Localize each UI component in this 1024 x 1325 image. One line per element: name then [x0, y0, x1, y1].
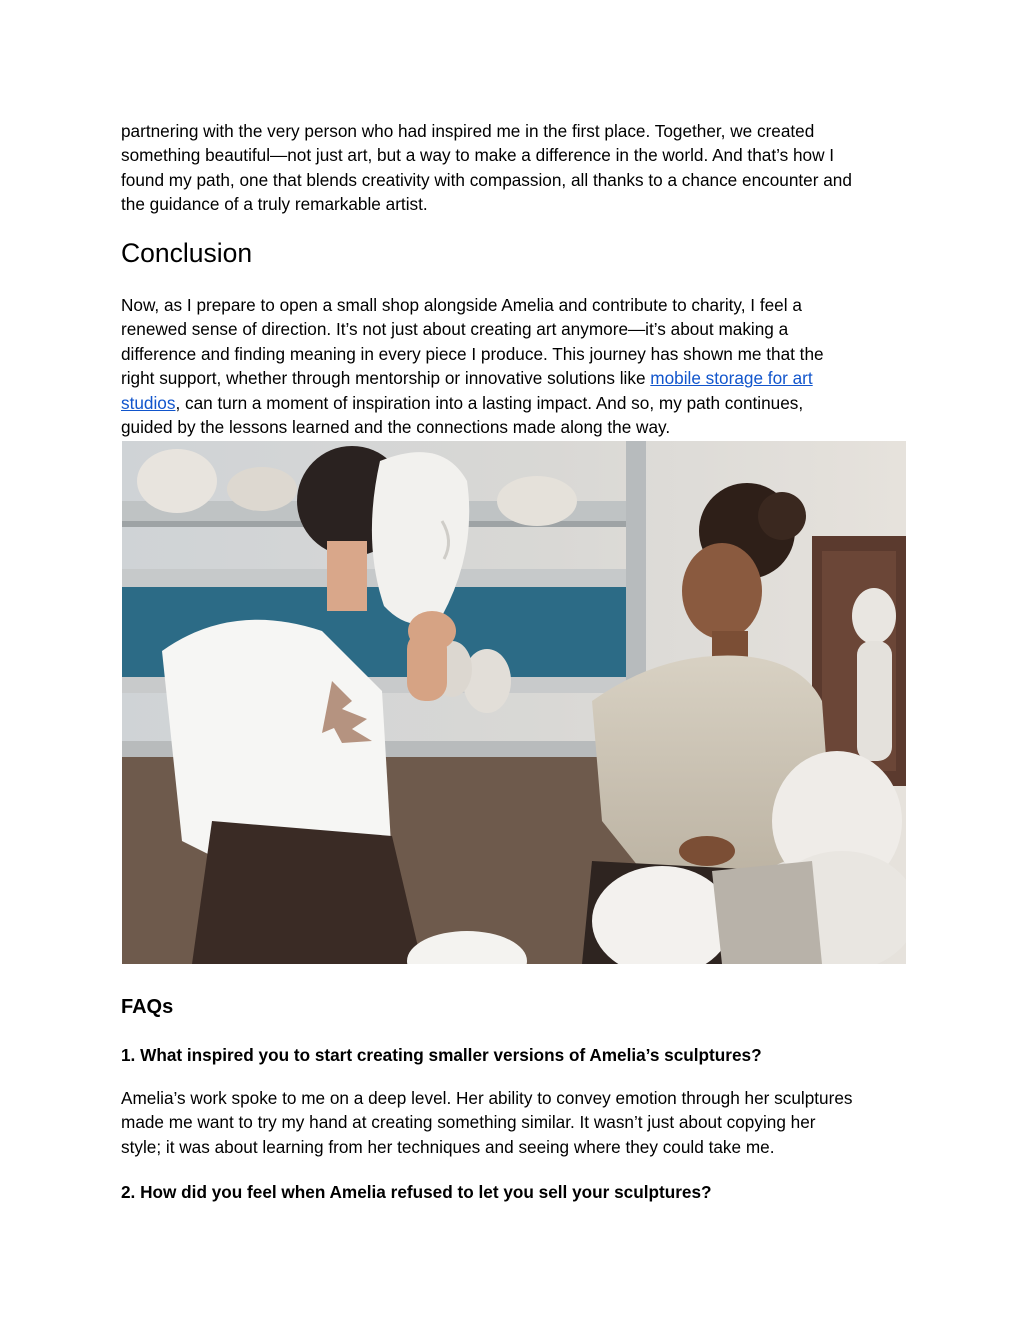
faq-answer-1: Amelia’s work spoke to me on a deep level. Her ability to convey emotion through her sculptures made me want to try my hand at creating something similar. It wasn’t just about copying her style; it was about learning from her techniques and seeing where they could take me.	[121, 1088, 853, 1157]
faq-question-1: 1. What inspired you to start creating smaller versions of Amelia’s sculptures?	[121, 1045, 762, 1065]
faq-question-2: 2. How did you feel when Amelia refused to let you sell your sculptures?	[121, 1182, 712, 1202]
conclusion-heading: Conclusion	[121, 238, 253, 268]
conclusion-text-before-link: Now, as I prepare to open a small shop alongside Amelia and contribute to charity, I feel a renewed sense of direction. It’s not just about creating art anymore—it’s about making a difference and finding meaning in every piece I produce. This journey has shown me that the right support, whether through mentorship or innovative solutions like	[121, 295, 824, 389]
studio-photo	[122, 441, 906, 964]
conclusion-paragraph	[121, 293, 921, 439]
faqs-heading: FAQs	[121, 996, 174, 1018]
intro-paragraph: partnering with the very person who had inspired me in the first place. Together, we created something beautiful—not just art, but a way to make a difference in the world. And that’s how I found my path, one that blends creativity with compassion, all thanks to a chance encounter and the guidance of a truly remarkable artist.	[121, 121, 852, 215]
conclusion-text-after-link: , can turn a moment of inspiration into a lasting impact. And so, my path continues, guided by the lessons learned and the connections made along the way.	[121, 392, 804, 438]
mobile-storage-link[interactable]: mobile storage for art studios	[121, 368, 813, 413]
